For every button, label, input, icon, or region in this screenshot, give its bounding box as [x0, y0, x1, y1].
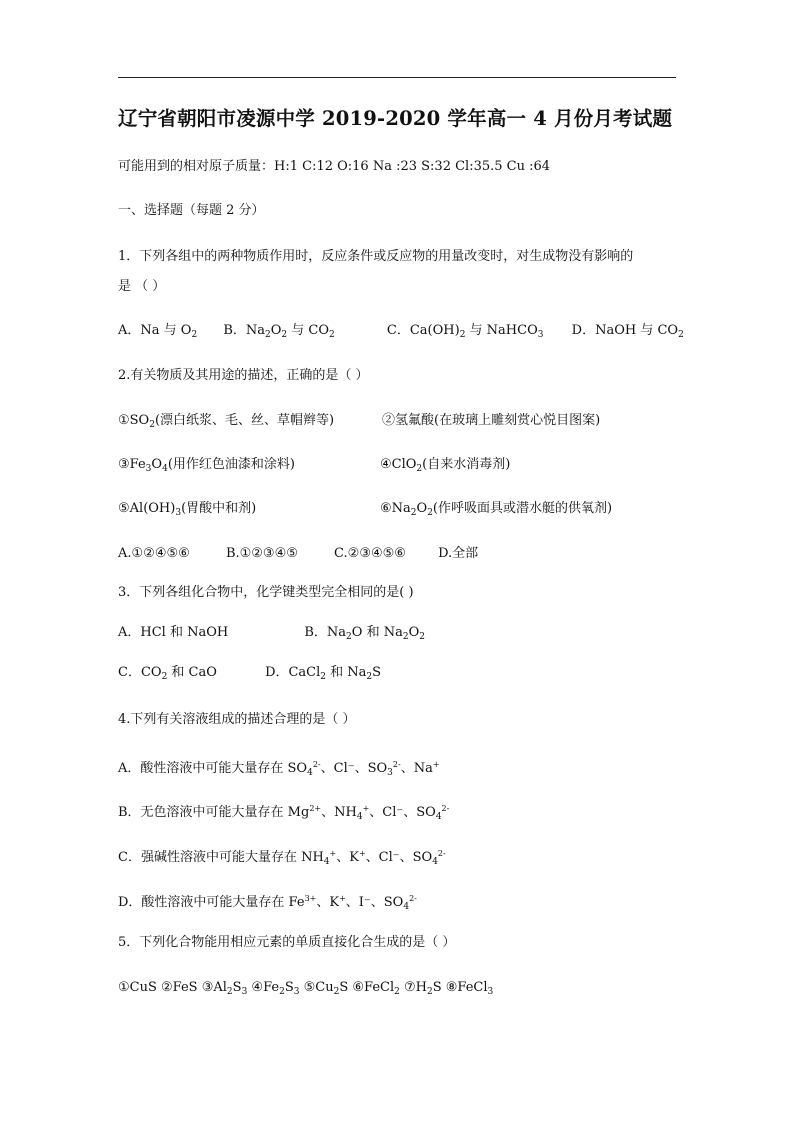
q4-option-c: C．强碱性溶液中可能大量存在 $NH_4^+$、K+、Cl⁻、$SO_4^{2-}$: [118, 849, 446, 867]
q3-row1: [118, 625, 425, 645]
q1-stem-line1: 1．下列各组中的两种物质作用时，反应条件或反应物的用量改变时，对生成物没有影响的: [118, 249, 634, 264]
q1-option-c: C．$Ca(OH)_2$ 与 NaHCO$_3$: [386, 323, 544, 340]
q2-option-c: C.②③④⑤⑥: [334, 546, 406, 561]
q2-row1: [118, 413, 676, 433]
q3-row2: [118, 665, 381, 685]
q2-item-5: $⑤Al(OH)_3$(胃酸中和剂): [118, 501, 257, 518]
exam-title: 辽宁省朝阳市凌源中学 2019-2020 学年高一 4 月份月考试题: [118, 107, 673, 130]
q2-options: [118, 546, 478, 562]
q2-stem: 2.有关物质及其用途的描述，正确的是（ ）: [118, 368, 369, 383]
atomic-masses: 可能用到的相对原子质量：H:1 C:12 O:16 Na :23 S:32 Cl:35.5 Cu :64: [118, 159, 551, 174]
q2-item-2: ②氢氟酸(在玻璃上雕刻赏心悦目图案): [382, 413, 601, 428]
q3-option-b: B．$Na_2O$ 和 $Na_2O_2$: [304, 625, 425, 642]
q3-option-d: D．CaCl$_2$ 和 $Na_2S$: [265, 665, 382, 682]
q2-option-a: A.①②④⑤⑥: [118, 546, 190, 561]
q1-stem-line2: 是 （ ）: [118, 279, 166, 294]
q4-stem: 4.下列有关溶液组成的描述合理的是（ ）: [118, 712, 356, 727]
q2-item-1: $①SO_2$(漂白纸浆、毛、丝、草帽辫等): [118, 413, 335, 430]
q2-item-6: $⑥Na_2O_2$(作呼吸面具或潜水艇的供氧剂): [380, 501, 613, 518]
q2-option-d: D.全部: [438, 546, 479, 561]
q2-option-b: B.①②③④⑤: [225, 546, 298, 561]
q1-option-d: D．NaOH 与 $CO_2$: [571, 323, 684, 340]
q4-option-d: D．酸性溶液中可能大量存在 $Fe^{3+}$、K+、I⁻、$SO_4^{2-}$: [118, 894, 417, 912]
q2-item-3: $③Fe_3O_4$(用作红色油漆和涂料): [118, 457, 295, 474]
q1-option-b: B．$Na_2O_2$ 与 $CO_2$: [223, 323, 335, 340]
q2-item-4: ④ClO$_2$(自来水消毒剂): [380, 457, 511, 474]
q4-option-a: A．酸性溶液中可能大量存在 $SO_4^{2-}$、Cl⁻、$SO_3^{2-}$、Na+: [118, 760, 440, 778]
q4-option-b: B．无色溶液中可能大量存在 $Mg^{2+}$、$NH_4^+$、Cl⁻、$SO_4^{2-}$: [118, 804, 450, 822]
header-rule: [118, 77, 676, 78]
q2-row2: [118, 457, 676, 477]
q3-option-a: A．HCl 和 NaOH: [118, 625, 229, 640]
q1-option-a: A．Na 与 $O_2$: [118, 323, 198, 340]
q5-items: ①CuS ②FeS $③Al_2S_3$ $④Fe_2S_3$ $⑤Cu_2S$ ⑥FeCl$_2$ $⑦H_2S$ ⑧FeCl$_3$: [118, 980, 494, 997]
q1-options: [118, 323, 684, 343]
q2-row3: [118, 501, 676, 521]
q3-stem: 3．下列各组化合物中，化学键类型完全相同的是( ): [118, 585, 414, 600]
q5-stem: 5．下列化合物能用相应元素的单质直接化合生成的是（ ）: [118, 935, 456, 950]
section-label: 一、选择题（每题 2 分）: [118, 203, 265, 218]
q3-option-c: C．$CO_2$ 和 CaO: [118, 665, 217, 682]
